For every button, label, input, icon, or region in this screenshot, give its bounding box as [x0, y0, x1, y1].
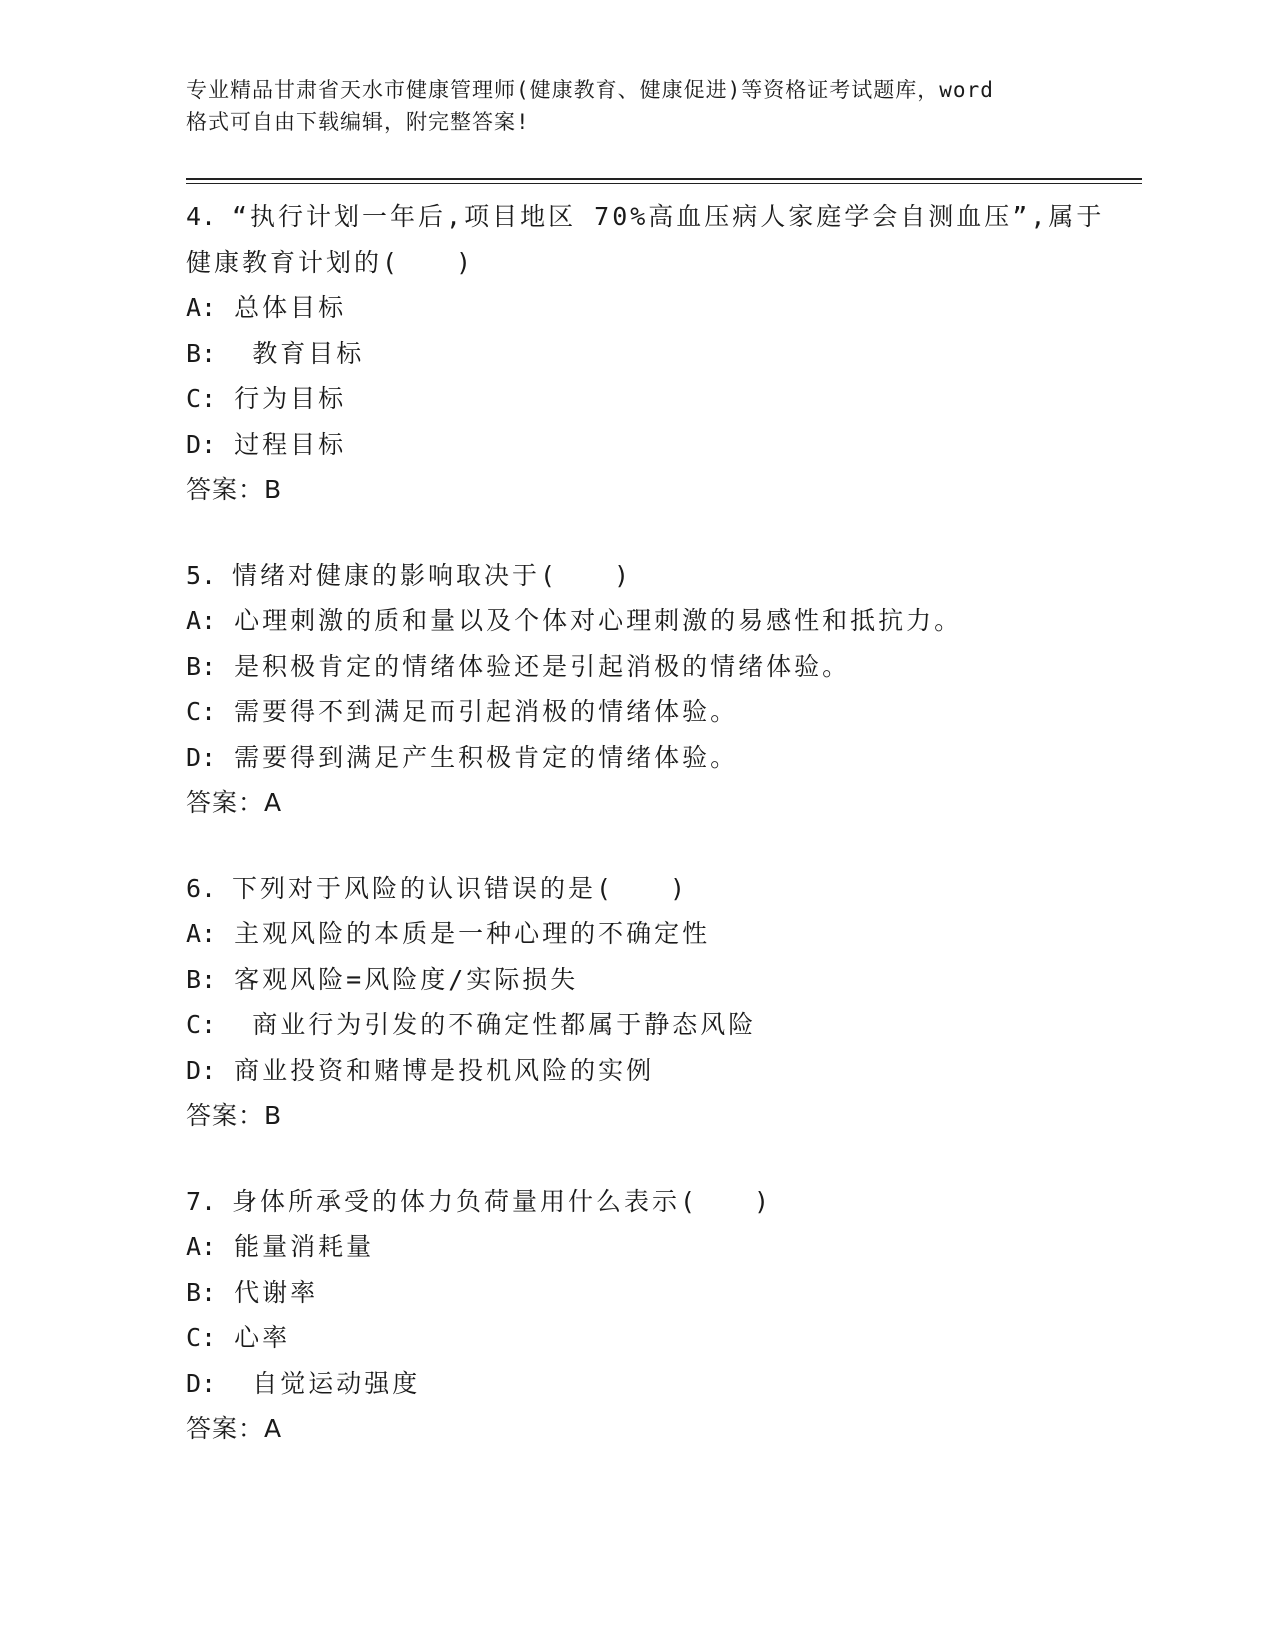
question-stem: 下列对于风险的认识错误的是( ) — [232, 873, 689, 903]
option-b — [186, 1270, 1106, 1316]
question-text — [186, 866, 1106, 912]
option-key: A: — [186, 606, 217, 635]
option-key: C: — [186, 1323, 217, 1352]
question-7 — [186, 1179, 1106, 1452]
option-d — [186, 422, 1106, 468]
option-key: A: — [186, 293, 217, 322]
question-number: 6. — [186, 873, 217, 903]
option-key: A: — [186, 1232, 217, 1261]
document-header — [186, 74, 1086, 138]
option-text: 心率 — [234, 1323, 291, 1352]
option-c — [186, 1002, 1106, 1048]
question-number: 7. — [186, 1186, 217, 1216]
option-a — [186, 285, 1106, 331]
option-b — [186, 644, 1106, 690]
question-list — [186, 194, 1106, 1492]
option-text: 总体目标 — [234, 293, 347, 322]
option-text: 主观风险的本质是一种心理的不确定性 — [234, 919, 711, 948]
option-b — [186, 331, 1106, 377]
question-4 — [186, 194, 1106, 513]
question-number: 5. — [186, 560, 217, 590]
header-line-2: 格式可自由下载编辑，附完整答案! — [186, 110, 530, 134]
option-a — [186, 598, 1106, 644]
option-text: 需要得不到满足而引起消极的情绪体验。 — [234, 697, 739, 726]
option-key: B: — [186, 964, 217, 994]
option-text: 行为目标 — [234, 384, 347, 413]
question-number: 4. — [186, 202, 217, 231]
question-stem: “执行计划一年后,项目地区 70%高血压病人家庭学会自测血压”,属于健康教育计划的( ) — [186, 202, 1105, 277]
option-key: B: — [186, 651, 217, 681]
option-key: C: — [186, 384, 217, 413]
option-key: A: — [186, 919, 217, 948]
question-5 — [186, 553, 1106, 826]
option-a — [186, 911, 1106, 957]
option-c — [186, 689, 1106, 735]
option-key: B: — [186, 1277, 217, 1307]
option-d — [186, 1048, 1106, 1094]
option-text: 过程目标 — [234, 429, 347, 459]
option-b — [186, 957, 1106, 1003]
option-key: D: — [186, 1368, 217, 1398]
option-key: D: — [186, 429, 217, 459]
option-text: 需要得到满足产生积极肯定的情绪体验。 — [234, 742, 739, 772]
question-text — [186, 194, 1106, 285]
option-text: 商业投资和赌博是投机风险的实例 — [234, 1055, 655, 1085]
header-line-1: 专业精品甘肃省天水市健康管理师(健康教育、健康促进)等资格证考试题库，word — [186, 78, 994, 102]
option-text: 教育目标 — [234, 338, 365, 368]
option-text: 自觉运动强度 — [234, 1368, 421, 1398]
option-a — [186, 1224, 1106, 1270]
answer: 答案：A — [186, 788, 283, 817]
option-text: 能量消耗量 — [234, 1232, 375, 1261]
header-divider-thin — [186, 183, 1142, 184]
option-key: D: — [186, 1055, 217, 1085]
option-c — [186, 1315, 1106, 1361]
question-text — [186, 1179, 1106, 1225]
question-stem: 情绪对健康的影响取决于( ) — [232, 560, 633, 590]
option-text: 是积极肯定的情绪体验还是引起消极的情绪体验。 — [234, 651, 851, 681]
answer: 答案：B — [186, 475, 283, 504]
question-text — [186, 553, 1106, 599]
answer: 答案：A — [186, 1414, 283, 1443]
question-6 — [186, 866, 1106, 1139]
option-text: 心理刺激的质和量以及个体对心理刺激的易感性和抵抗力。 — [234, 606, 963, 635]
option-text: 商业行为引发的不确定性都属于静态风险 — [234, 1010, 757, 1039]
option-key: C: — [186, 1010, 217, 1039]
option-key: C: — [186, 697, 217, 726]
answer: 答案：B — [186, 1101, 283, 1130]
option-key: D: — [186, 742, 217, 772]
question-stem: 身体所承受的体力负荷量用什么表示( ) — [232, 1186, 773, 1216]
header-divider-thick — [186, 178, 1142, 180]
option-text: 代谢率 — [234, 1277, 319, 1307]
option-d — [186, 1361, 1106, 1407]
option-key: B: — [186, 338, 217, 368]
option-text: 客观风险=风险度/实际损失 — [234, 964, 579, 994]
option-d — [186, 735, 1106, 781]
option-c — [186, 376, 1106, 422]
